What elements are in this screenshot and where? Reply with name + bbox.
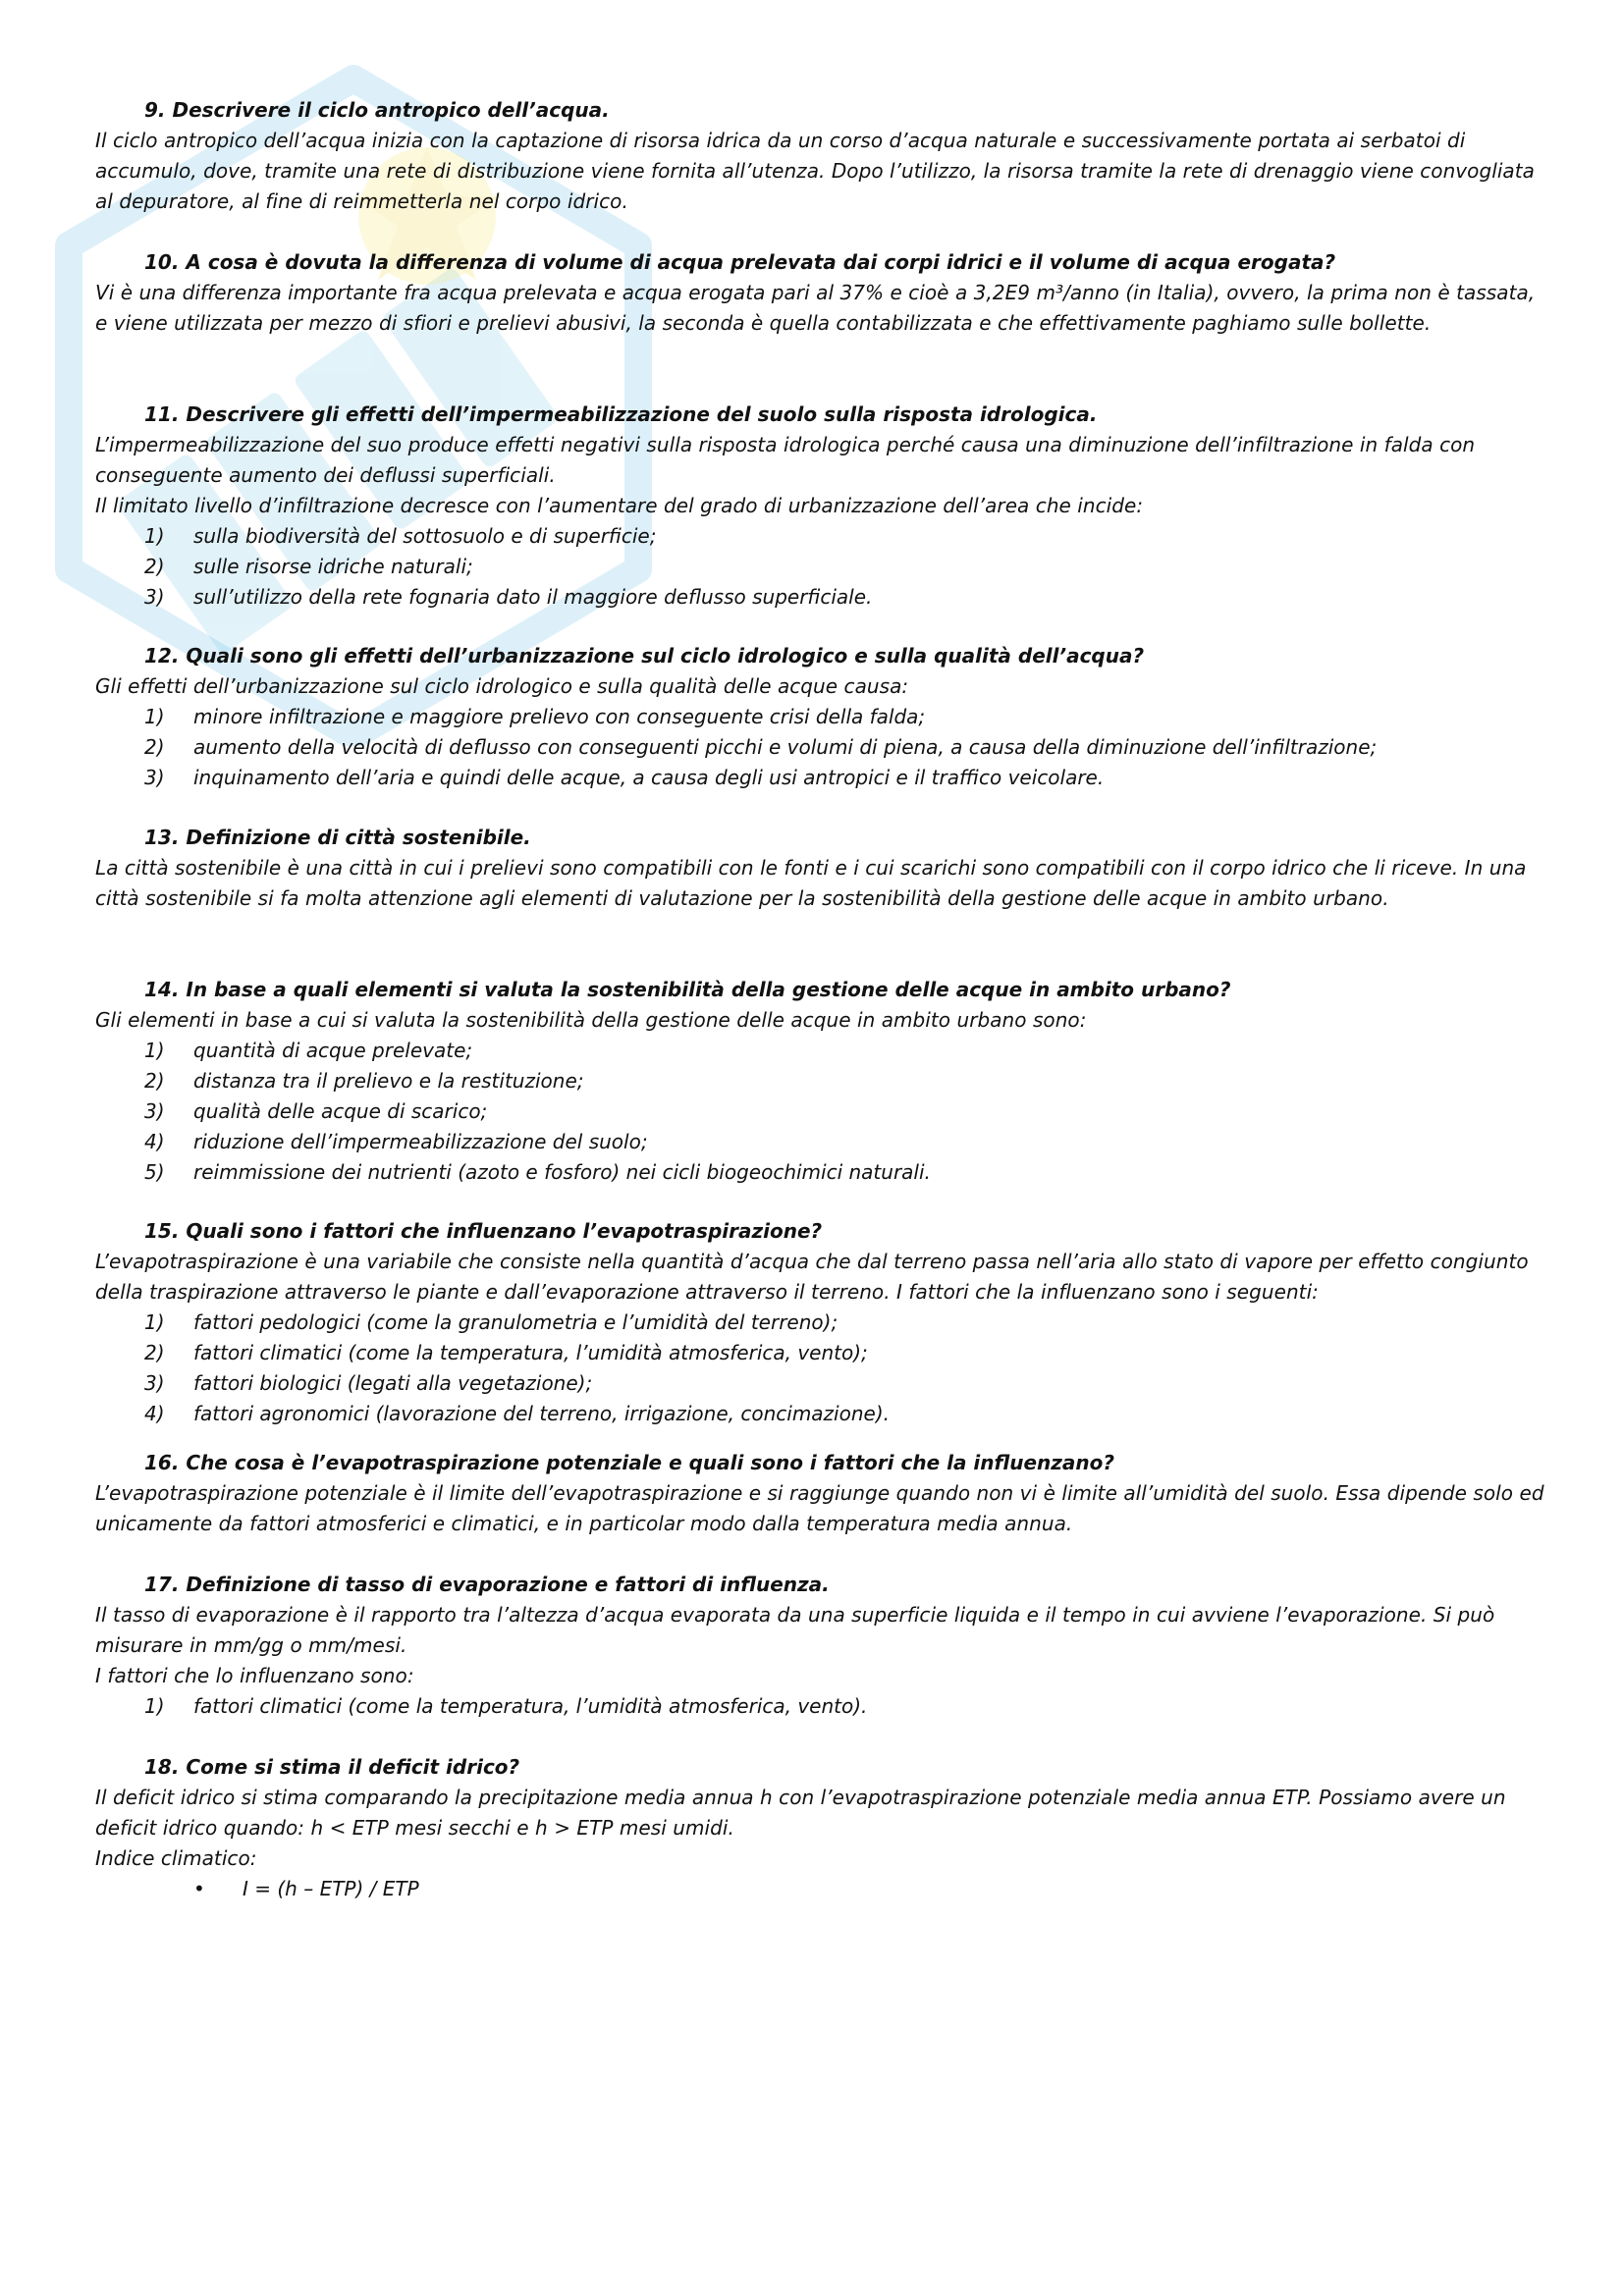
answer-paragraph: Gli elementi in base a cui si valuta la sostenibilità della gestione delle acque in ambito urbano sono: xyxy=(95,1008,1087,1032)
answer-paragraph: Gli effetti dell’urbanizzazione sul ciclo idrologico e sulla qualità delle acque causa: xyxy=(95,674,909,698)
list-item: 3) qualità delle acque di scarico; xyxy=(144,1099,488,1123)
list-item: 1) fattori pedologici (come la granulometria e l’umidità del terreno); xyxy=(144,1310,839,1334)
list-item: 2) fattori climatici (come la temperatura, l’umidità atmosferica, vento); xyxy=(144,1341,868,1364)
list-item: 1) sulla biodiversità del sottosuolo e di superficie; xyxy=(144,524,657,548)
list-item: 2) aumento della velocità di deflusso con conseguenti picchi e volumi di piena, a causa della diminuzione dell’infiltrazione; xyxy=(144,735,1378,759)
section-q12 xyxy=(95,641,1548,793)
question-heading: 10. A cosa è dovuta la differenza di volume di acqua prelevata dai corpi idrici e il volume di acqua erogata? xyxy=(144,250,1336,274)
answer-paragraph: L’impermeabilizzazione del suo produce effetti negativi sulla risposta idrologica perché causa una diminuzione dell’infiltrazione in falda con conseguente aumento dei deflussi superficiali. xyxy=(95,433,1476,487)
list-item: 4) riduzione dell’impermeabilizzazione del suolo; xyxy=(144,1130,648,1153)
answer-paragraph: Il deficit idrico si stima comparando la precipitazione media annua h con l’evapotraspirazione potenziale media annua ETP. Possiamo avere un deficit idrico quando: h < ETP mesi secchi e h > ETP mesi umidi. xyxy=(95,1786,1506,1840)
section-q9 xyxy=(95,95,1548,217)
list-item: 3) sull’utilizzo della rete fognaria dato il maggiore deflusso superficiale. xyxy=(144,585,873,609)
answer-paragraph: L’evapotraspirazione potenziale è il limite dell’evapotraspirazione e si raggiunge quando non vi è limite all’umidità del suolo. Essa dipende solo ed unicamente da fattori atmosferici e climatici, e in particolar modo dalla temperatura media annua. xyxy=(95,1481,1544,1535)
section-q13 xyxy=(95,823,1548,914)
section-q15 xyxy=(95,1216,1548,1429)
question-heading: 16. Che cosa è l’evapotraspirazione potenziale e quali sono i fattori che la influenzano? xyxy=(144,1451,1115,1474)
question-heading: 18. Come si stima il deficit idrico? xyxy=(144,1755,520,1779)
section-q17 xyxy=(95,1570,1548,1722)
list-item: 4) fattori agronomici (lavorazione del terreno, irrigazione, concimazione). xyxy=(144,1402,890,1425)
question-heading: 17. Definizione di tasso di evaporazione e fattori di influenza. xyxy=(144,1573,830,1596)
answer-paragraph: Il tasso di evaporazione è il rapporto tra l’altezza d’acqua evaporata da una superficie liquida e il tempo in cui avviene l’evaporazione. Si può misurare in mm/gg o mm/mesi. xyxy=(95,1603,1495,1657)
list-item: 1) minore infiltrazione e maggiore prelievo con conseguente crisi della falda; xyxy=(144,705,926,728)
answer-paragraph: La città sostenibile è una città in cui i prelievi sono compatibili con le fonti e i cui scarichi sono compatibili con il corpo idrico che li riceve. In una città sostenibile si fa molta attenzione agli elementi di valutazione per la sostenibilità della gestione delle acque in ambito urbano. xyxy=(95,856,1527,910)
section-q16 xyxy=(95,1448,1548,1539)
list-item: 2) sulle risorse idriche naturali; xyxy=(144,555,473,578)
list-item: 2) distanza tra il prelievo e la restituzione; xyxy=(144,1069,584,1093)
list-item: 5) reimmissione dei nutrienti (azoto e fosforo) nei cicli biogeochimici naturali. xyxy=(144,1160,931,1184)
answer-paragraph: Vi è una differenza importante fra acqua prelevata e acqua erogata pari al 37% e cioè a 3,2E9 m³/anno (in Italia), ovvero, la prima non è tassata, e viene utilizzata per mezzo di sfiori e prelievi abusivi, la seconda è quella contabilizzata e che effettivamente paghiamo sulle bollette. xyxy=(95,281,1536,335)
list-item: 1) quantità di acque prelevate; xyxy=(144,1039,473,1062)
list-item: 1) fattori climatici (come la temperatura, l’umidità atmosferica, vento). xyxy=(144,1694,868,1718)
section-q10 xyxy=(95,247,1548,339)
section-q14 xyxy=(95,975,1548,1188)
question-heading: 11. Descrivere gli effetti dell’impermeabilizzazione del suolo sulla risposta idrologica. xyxy=(144,402,1098,426)
section-q18 xyxy=(95,1752,1548,1904)
answer-paragraph: Indice climatico: xyxy=(95,1846,257,1870)
question-heading: 9. Descrivere il ciclo antropico dell’acqua. xyxy=(144,98,610,122)
question-heading: 13. Definizione di città sostenibile. xyxy=(144,826,531,849)
list-item: 3) inquinamento dell’aria e quindi delle acque, a causa degli usi antropici e il traffico veicolare. xyxy=(144,766,1105,789)
bullet-item: • I = (h – ETP) / ETP xyxy=(95,1874,1548,1904)
question-heading: 14. In base a quali elementi si valuta la sostenibilità della gestione delle acque in ambito urbano? xyxy=(144,978,1231,1001)
list-item: 3) fattori biologici (legati alla vegetazione); xyxy=(144,1371,593,1395)
section-q11 xyxy=(95,400,1548,613)
bullet-dot-icon: • xyxy=(193,1877,205,1900)
question-heading: 15. Quali sono i fattori che influenzano l’evapotraspirazione? xyxy=(144,1219,823,1243)
answer-paragraph: I fattori che lo influenzano sono: xyxy=(95,1664,414,1687)
question-heading: 12. Quali sono gli effetti dell’urbanizzazione sul ciclo idrologico e sulla qualità dell’acqua? xyxy=(144,644,1145,667)
answer-paragraph: L’evapotraspirazione è una variabile che consiste nella quantità d’acqua che dal terreno passa nell’aria allo stato di vapore per effetto congiunto della traspirazione attraverso le piante e dall’evaporazione attraverso il terreno. I fattori che la influenzano sono i seguenti: xyxy=(95,1250,1529,1304)
answer-paragraph: Il ciclo antropico dell’acqua inizia con la captazione di risorsa idrica da un corso d’acqua naturale e successivamente portata ai serbatoi di accumulo, dove, tramite una rete di distribuzione viene fornita all’utenza. Dopo l’utilizzo, la risorsa tramite la rete di drenaggio viene convogliata al depuratore, al fine di reimmetterla nel corpo idrico. xyxy=(95,129,1535,213)
answer-paragraph: Il limitato livello d’infiltrazione decresce con l’aumentare del grado di urbanizzazione dell’area che incide: xyxy=(95,494,1144,517)
